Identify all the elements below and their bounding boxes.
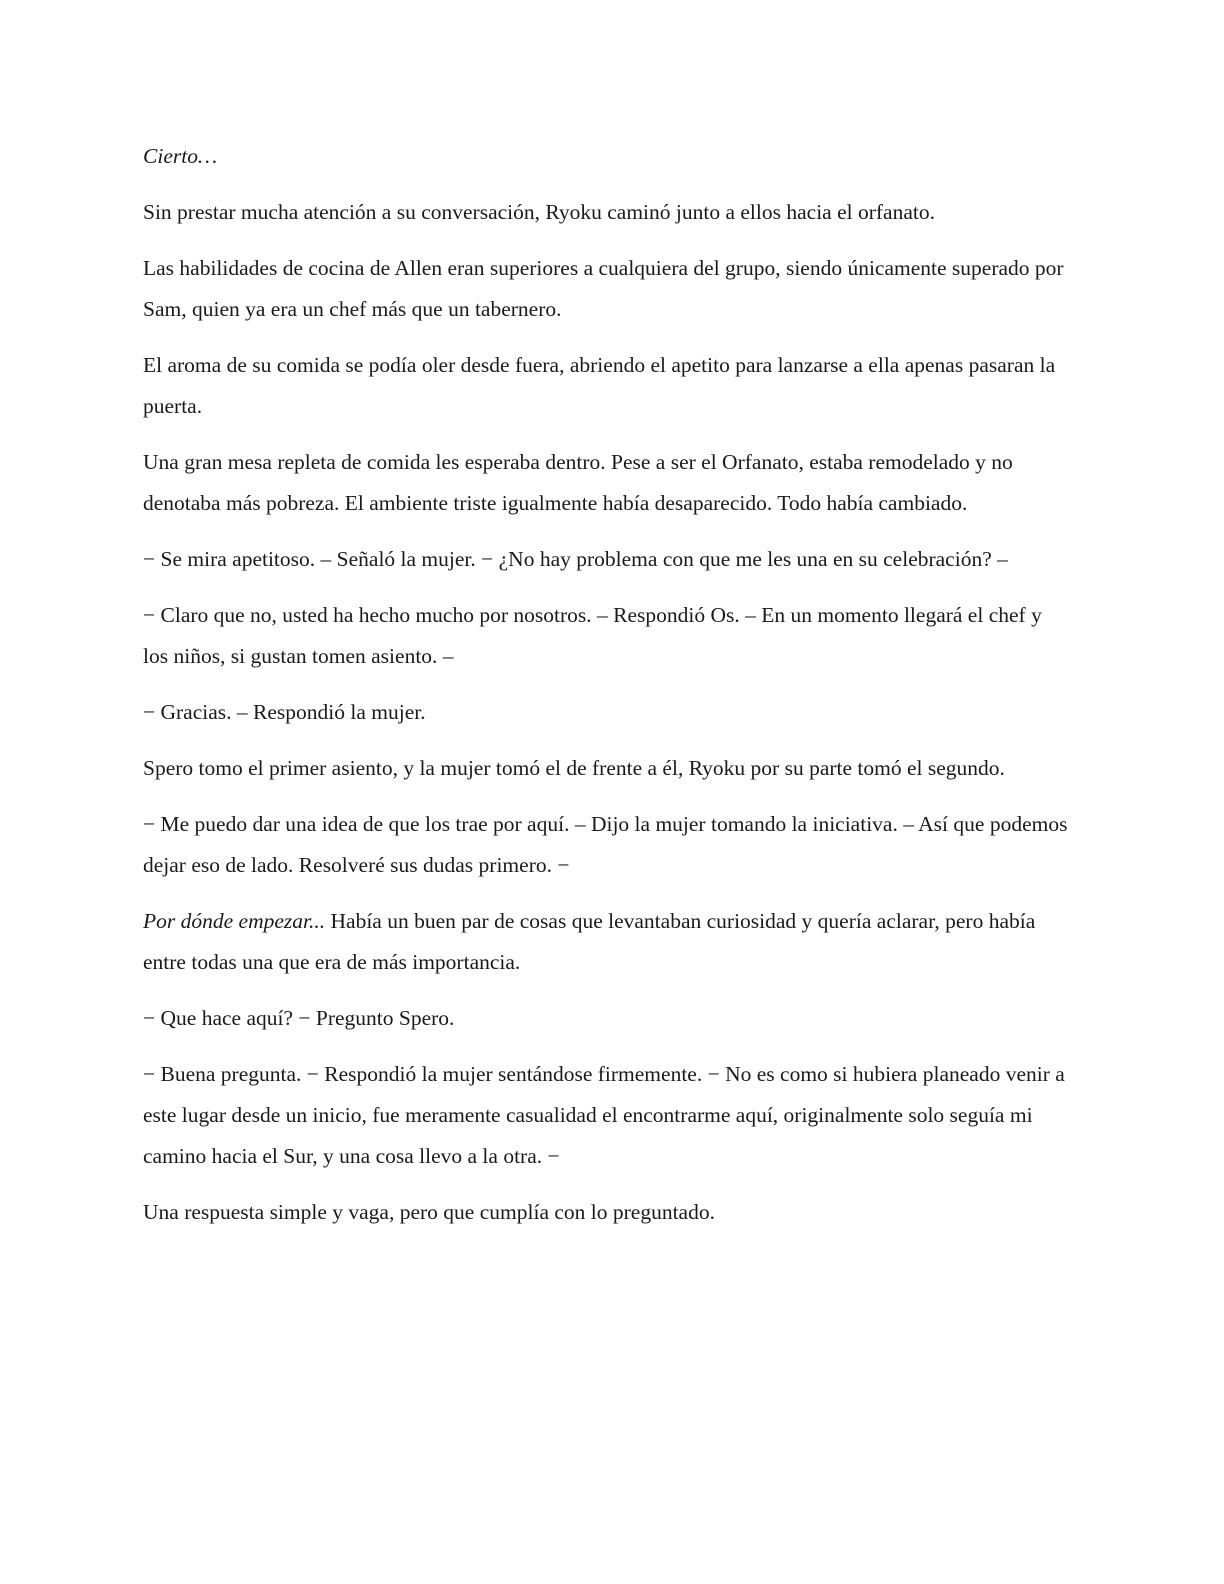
paragraph xyxy=(143,1192,1068,1233)
paragraph xyxy=(143,248,1068,330)
paragraph-text: − Gracias. – Respondió la mujer. xyxy=(143,700,426,724)
paragraph-text: Una gran mesa repleta de comida les esperaba dentro. Pese a ser el Orfanato, estaba remodelado y no denotaba más pobreza. El ambiente triste igualmente había desaparecido. Todo había cambiado. xyxy=(143,450,1013,515)
paragraph-text: − Me puedo dar una idea de que los trae por aquí. – Dijo la mujer tomando la iniciativa. – Así que podemos dejar eso de lado. Resolveré sus dudas primero. − xyxy=(143,812,1068,877)
dialogue-paragraph xyxy=(143,539,1068,580)
dialogue-paragraph xyxy=(143,998,1068,1039)
document-page xyxy=(143,136,1068,1233)
italic-text: Por dónde empezar... xyxy=(143,909,326,933)
paragraph xyxy=(143,748,1068,789)
paragraph-text: Sin prestar mucha atención a su conversación, Ryoku caminó junto a ellos hacia el orfanato. xyxy=(143,200,935,224)
paragraph-text: − Que hace aquí? − Pregunto Spero. xyxy=(143,1006,455,1030)
paragraph-text: − Se mira apetitoso. – Señaló la mujer. − ¿No hay problema con que me les una en su celebración? – xyxy=(143,547,1008,571)
paragraph xyxy=(143,901,1068,983)
dialogue-paragraph xyxy=(143,1054,1068,1177)
italic-text: Cierto… xyxy=(143,144,218,168)
dialogue-paragraph xyxy=(143,692,1068,733)
dialogue-paragraph xyxy=(143,595,1068,677)
paragraph-text: El aroma de su comida se podía oler desde fuera, abriendo el apetito para lanzarse a ella apenas pasaran la puerta. xyxy=(143,353,1056,418)
paragraph-text: Una respuesta simple y vaga, pero que cumplía con lo preguntado. xyxy=(143,1200,715,1224)
paragraph-text: − Claro que no, usted ha hecho mucho por nosotros. – Respondió Os. – En un momento llegará el chef y los niños, si gustan tomen asiento. – xyxy=(143,603,1042,668)
paragraph-text: Había un buen par de cosas que levantaban curiosidad y quería aclarar, pero había entre todas una que era de más importancia. xyxy=(143,909,1036,974)
paragraph xyxy=(143,136,1068,177)
paragraph xyxy=(143,345,1068,427)
paragraph-text: Spero tomo el primer asiento, y la mujer tomó el de frente a él, Ryoku por su parte tomó el segundo. xyxy=(143,756,1005,780)
paragraph-text: Las habilidades de cocina de Allen eran superiores a cualquiera del grupo, siendo únicamente superado por Sam, quien ya era un chef más que un tabernero. xyxy=(143,256,1064,321)
paragraph-text: − Buena pregunta. − Respondió la mujer sentándose firmemente. − No es como si hubiera planeado venir a este lugar desde un inicio, fue meramente casualidad el encontrarme aquí, originalmente solo seguía mi camino hacia el Sur, y una cosa llevo a la otra. − xyxy=(143,1062,1065,1168)
paragraph xyxy=(143,442,1068,524)
dialogue-paragraph xyxy=(143,804,1068,886)
paragraph xyxy=(143,192,1068,233)
